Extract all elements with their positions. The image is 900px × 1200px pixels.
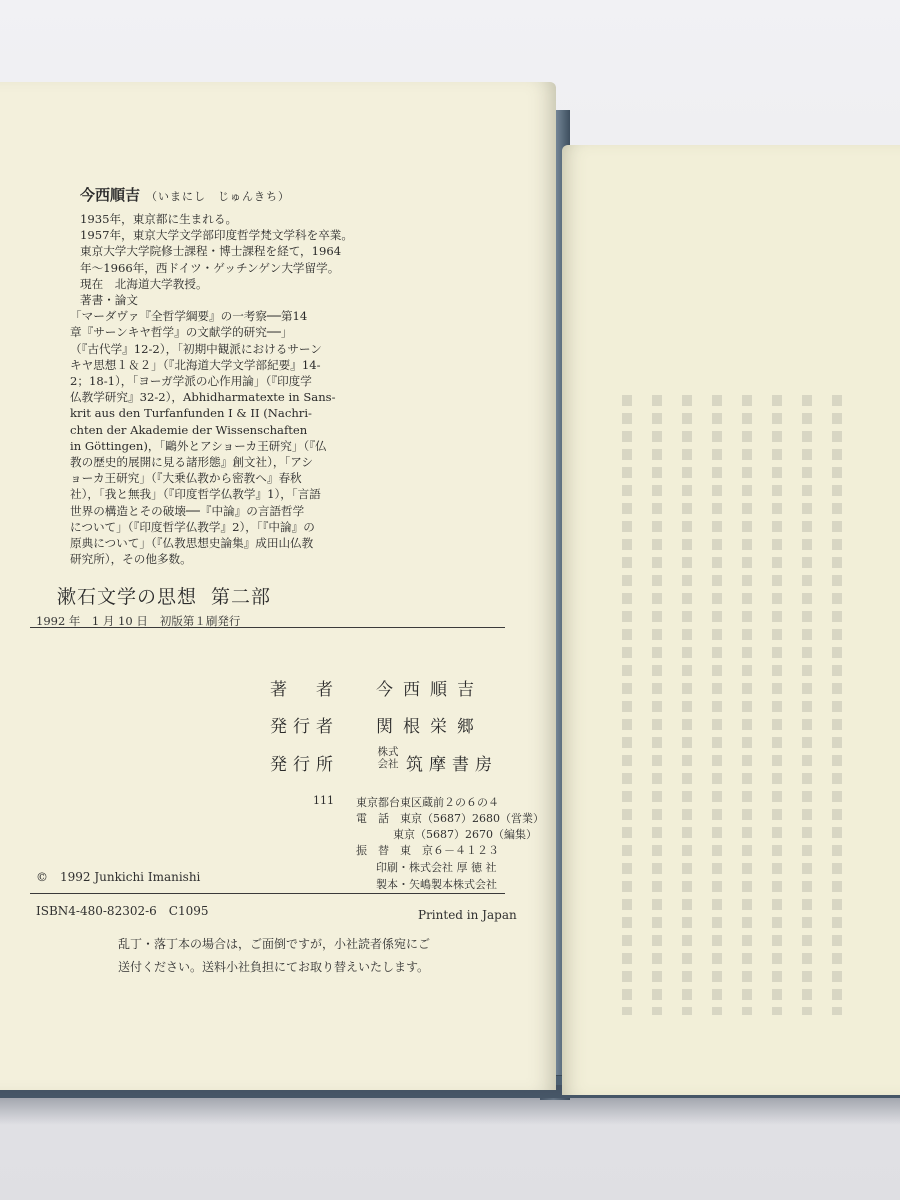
works-line: krit aus den Turfanfunden I & II (Nachri- — [70, 406, 312, 421]
author-works — [70, 308, 510, 567]
works-line: 仏教学研究』32-2），Abhidharmatexte in Sans- — [70, 390, 336, 405]
credit-author — [270, 675, 510, 701]
credit-name: 今西順吉 — [376, 680, 484, 700]
postal-transfer: 振 替 東 京６－４１２３ — [356, 844, 499, 857]
notice-line: 送付ください。送料小社負担にてお取り替えいたします。 — [118, 960, 430, 974]
bio-line: 1935年，東京都に生まれる。 — [80, 212, 238, 226]
credit-role: 発行所 — [270, 755, 339, 775]
works-line: chten der Akademie der Wissenschaften — [70, 422, 308, 437]
works-line: 章『サーンキヤ哲学』の文献学的研究──」 — [70, 325, 293, 340]
author-bio — [80, 211, 510, 308]
works-line: について」（『印度哲学仏教学』2），「『中論』の — [70, 519, 315, 534]
bleed-through-text — [622, 395, 632, 1015]
credit-role: 著 者 — [270, 680, 339, 700]
works-line: 研究所），その他多数。 — [70, 552, 192, 567]
bleed-through-text — [682, 395, 692, 1015]
works-line: 「マーダヴァ『全哲学綱要』の一考察──第14 — [70, 309, 308, 324]
company-prefix: 株式 会社 — [377, 746, 399, 770]
author-name: 今西順吉 — [80, 186, 141, 204]
credit-name: 関根栄郷 — [376, 717, 484, 737]
printed-in: Printed in Japan — [418, 908, 517, 922]
street-address: 東京都台東区蔵前２の６の４ — [356, 796, 499, 809]
author-heading — [80, 185, 510, 207]
replacement-notice — [118, 933, 430, 979]
bleed-through-text — [652, 395, 662, 1015]
publication-date — [36, 613, 240, 629]
works-line: 世界の構造とその破壊──『中論』の言語哲学 — [70, 503, 305, 518]
edition-label: 初版第１刷発行 — [159, 614, 241, 628]
publication-date-value: 1992 年 1 月 10 日 — [36, 614, 148, 628]
bio-line: 著書・論文 — [80, 293, 138, 308]
credit-publisher — [270, 712, 510, 738]
works-line: in Göttingen)，「鷗外とアショーカ王研究」（『仏 — [70, 438, 327, 453]
works-line: 原典について」（『仏教思想史論集』成田山仏教 — [70, 536, 314, 551]
bleed-through-text — [712, 395, 722, 1015]
postal-code: 111 — [313, 794, 334, 807]
isbn: ISBN4-480-82302-6 C1095 — [36, 904, 209, 918]
bio-line: 年〜1966年，西ドイツ・ゲッチンゲン大学留学。 — [80, 260, 340, 275]
divider-rule — [30, 893, 505, 894]
works-line: 社），「我と無我」（『印度哲学仏教学』1），「言語 — [70, 487, 321, 502]
works-line: キヤ思想１＆２」（『北海道大学文学部紀要』14- — [70, 357, 321, 372]
bleed-through-text — [802, 395, 812, 1015]
printer: 印刷・株式会社 厚 徳 社 — [376, 861, 497, 874]
phone-editorial: 東京（5687）2670（編集） — [393, 828, 537, 841]
author-reading: （いまにし じゅんきち） — [146, 190, 291, 203]
works-line: 2；18-1），「ヨーガ学派の心作用論」（『印度学 — [70, 374, 312, 389]
binder: 製本・矢嶋製本株式会社 — [376, 878, 497, 891]
bleed-through-text — [742, 395, 752, 1015]
credit-name: 筑摩書房 — [406, 755, 498, 775]
author-profile — [70, 185, 510, 567]
works-line: ョーカ王研究」（『大乗仏教から密教へ』春秋 — [70, 471, 302, 486]
works-line: （『古代学』12-2），「初期中観派におけるサーン — [70, 341, 322, 356]
bleed-through-text — [772, 395, 782, 1015]
bio-line: 1957年，東京大学文学部印度哲学梵文学科を卒業。 — [80, 228, 353, 243]
credit-role: 発行者 — [270, 717, 339, 737]
right-page — [562, 145, 900, 1095]
book-title-main: 漱石文学の思想 — [57, 586, 198, 608]
bio-line: 東京大学大学院修士課程・博士課程を経て，1964 — [80, 244, 342, 259]
bio-line: 現在 北海道大学教授。 — [80, 276, 208, 291]
works-line: 教の歴史的展開に見る諸形態』創文社），「アシ — [70, 455, 314, 470]
book-title — [57, 582, 271, 609]
bleed-through-text — [832, 395, 842, 1015]
credit-publishing-house — [270, 746, 510, 776]
copyright: © 1992 Junkichi Imanishi — [36, 870, 201, 884]
book-title-part: 第二部 — [211, 586, 272, 608]
phone-sales: 電 話 東京（5687）2680（営業） — [356, 812, 544, 825]
notice-line: 乱丁・落丁本の場合は，ご面倒ですが，小社読者係宛にご — [118, 937, 431, 951]
